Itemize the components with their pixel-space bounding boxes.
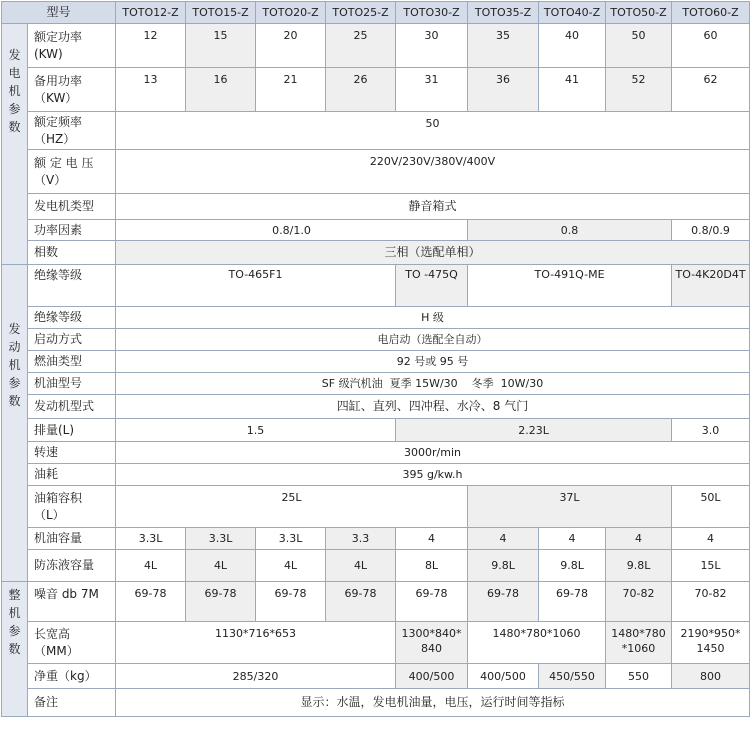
table-cell: 1130*716*653 xyxy=(116,622,396,664)
table-cell: 16 xyxy=(186,68,256,112)
row-label-phase: 相数 xyxy=(28,241,116,265)
table-cell: 1300*840* 840 xyxy=(396,622,468,664)
table-row xyxy=(2,112,750,150)
table-cell: 4 xyxy=(672,528,750,550)
table-cell: 69-78 xyxy=(396,582,468,622)
table-row xyxy=(2,464,750,486)
model-header-cell: TOTO40-Z xyxy=(539,2,606,24)
table-cell: 550 xyxy=(606,664,672,689)
table-cell: 26 xyxy=(326,68,396,112)
table-cell: 显示：水温，发电机油量，电压，运行时间等指标 xyxy=(116,689,750,717)
table-row xyxy=(2,395,750,419)
table-cell: 4 xyxy=(539,528,606,550)
model-header-cell: TOTO12-Z xyxy=(116,2,186,24)
row-label-noise: 噪音 db 7M xyxy=(28,582,116,622)
table-cell: 4 xyxy=(468,528,539,550)
table-cell: TO -475Q xyxy=(396,265,468,307)
row-label-generator-type: 发电机类型 xyxy=(28,194,116,220)
table-cell: 0.8 xyxy=(468,220,672,241)
row-label-speed: 转速 xyxy=(28,442,116,464)
table-cell: 30 xyxy=(396,24,468,68)
row-label-coolant: 防冻液容量 xyxy=(28,550,116,582)
section-whole-label: 整 机 参 数 xyxy=(2,582,28,717)
model-header-cell: TOTO25-Z xyxy=(326,2,396,24)
table-cell: 4L xyxy=(256,550,326,582)
table-cell: 41 xyxy=(539,68,606,112)
table-cell: 70-82 xyxy=(606,582,672,622)
table-row xyxy=(2,68,750,112)
table-cell: 3.3 xyxy=(326,528,396,550)
table-cell: 37L xyxy=(468,486,672,528)
row-label-engine-form: 发动机型式 xyxy=(28,395,116,419)
table-row xyxy=(2,241,750,265)
table-row xyxy=(2,442,750,464)
row-label-tank: 油箱容积 （L） xyxy=(28,486,116,528)
table-cell: 69-78 xyxy=(539,582,606,622)
row-label-rated-freq: 额定频率 （HZ） xyxy=(28,112,116,150)
table-cell: 13 xyxy=(116,68,186,112)
table-cell: 三相（选配单相） xyxy=(116,241,750,265)
model-header-cell: TOTO15-Z xyxy=(186,2,256,24)
table-cell: 400/500 xyxy=(468,664,539,689)
table-cell: 4 xyxy=(396,528,468,550)
table-cell: 20 xyxy=(256,24,326,68)
row-label-fuel-type: 燃油类型 xyxy=(28,351,116,373)
table-cell: 395 g/kw.h xyxy=(116,464,750,486)
table-cell: 25 xyxy=(326,24,396,68)
table-cell: 3.3L xyxy=(116,528,186,550)
table-row xyxy=(2,150,750,194)
row-label-insulation-model: 绝缘等级 xyxy=(28,265,116,307)
table-cell: 3.3L xyxy=(186,528,256,550)
row-label-power-factor: 功率因素 xyxy=(28,220,116,241)
table-cell: 69-78 xyxy=(256,582,326,622)
table-cell: 31 xyxy=(396,68,468,112)
table-cell: 12 xyxy=(116,24,186,68)
section-engine-label: 发 动 机 参 数 xyxy=(2,265,28,582)
model-header-cell: TOTO20-Z xyxy=(256,2,326,24)
table-row xyxy=(2,329,750,351)
table-cell: 4 xyxy=(606,528,672,550)
table-cell: 15 xyxy=(186,24,256,68)
table-cell: 70-82 xyxy=(672,582,750,622)
table-cell: H 级 xyxy=(116,307,750,329)
table-row xyxy=(2,194,750,220)
table-row xyxy=(2,24,750,68)
table-cell: 3.0 xyxy=(672,419,750,442)
row-label-start-mode: 启动方式 xyxy=(28,329,116,351)
model-header-cell: TOTO50-Z xyxy=(606,2,672,24)
table-row xyxy=(2,307,750,329)
row-label-displacement: 排量(L) xyxy=(28,419,116,442)
table-row xyxy=(2,550,750,582)
table-cell: 35 xyxy=(468,24,539,68)
row-label-net-weight: 净重（kg） xyxy=(28,664,116,689)
table-cell: 450/550 xyxy=(539,664,606,689)
table-row xyxy=(2,265,750,307)
table-cell: 15L xyxy=(672,550,750,582)
table-cell: 4L xyxy=(116,550,186,582)
table-cell: 36 xyxy=(468,68,539,112)
table-cell: 3.3L xyxy=(256,528,326,550)
model-header-label: 型号 xyxy=(2,2,116,24)
table-cell: 400/500 xyxy=(396,664,468,689)
table-cell: 4L xyxy=(326,550,396,582)
row-label-remark: 备注 xyxy=(28,689,116,717)
table-cell: 40 xyxy=(539,24,606,68)
row-label-fuel-consumption: 油耗 xyxy=(28,464,116,486)
table-cell: 220V/230V/380V/400V xyxy=(116,150,750,194)
table-cell: 285/320 xyxy=(116,664,396,689)
table-cell: 0.8/0.9 xyxy=(672,220,750,241)
table-cell: 69-78 xyxy=(186,582,256,622)
table-cell: 62 xyxy=(672,68,750,112)
table-cell: 69-78 xyxy=(468,582,539,622)
table-row xyxy=(2,622,750,664)
table-cell: 21 xyxy=(256,68,326,112)
table-cell: 69-78 xyxy=(116,582,186,622)
table-row xyxy=(2,419,750,442)
row-label-rated-voltage: 额 定 电 压 （V） xyxy=(28,150,116,194)
table-cell: 3000r/min xyxy=(116,442,750,464)
table-cell: TO-491Q-ME xyxy=(468,265,672,307)
spec-table xyxy=(1,1,750,717)
section-generator-label: 发 电 机 参 数 xyxy=(2,24,28,265)
table-cell: 800 xyxy=(672,664,750,689)
table-cell: 92 号或 95 号 xyxy=(116,351,750,373)
table-row xyxy=(2,689,750,717)
model-header-cell: TOTO30-Z xyxy=(396,2,468,24)
table-cell: 60 xyxy=(672,24,750,68)
table-cell: 69-78 xyxy=(326,582,396,622)
table-cell: 四缸、直列、四冲程、水冷、8 气门 xyxy=(116,395,750,419)
table-cell: 1480*780 *1060 xyxy=(606,622,672,664)
table-row xyxy=(2,373,750,395)
table-row xyxy=(2,528,750,550)
model-header-cell: TOTO35-Z xyxy=(468,2,539,24)
table-cell: 0.8/1.0 xyxy=(116,220,468,241)
table-row xyxy=(2,486,750,528)
table-cell: 8L xyxy=(396,550,468,582)
table-cell: 50L xyxy=(672,486,750,528)
row-label-oil-model: 机油型号 xyxy=(28,373,116,395)
table-row xyxy=(2,351,750,373)
table-cell: 1480*780*1060 xyxy=(468,622,606,664)
table-cell: 52 xyxy=(606,68,672,112)
table-cell: 50 xyxy=(116,112,750,150)
table-cell: 2190*950* 1450 xyxy=(672,622,750,664)
table-cell: 4L xyxy=(186,550,256,582)
table-cell: TO-465F1 xyxy=(116,265,396,307)
table-row xyxy=(2,220,750,241)
table-cell: 电启动（选配全自动） xyxy=(116,329,750,351)
table-cell: 静音箱式 xyxy=(116,194,750,220)
table-row xyxy=(2,582,750,622)
row-label-oil-capacity: 机油容量 xyxy=(28,528,116,550)
row-label-dimensions: 长宽高 （MM） xyxy=(28,622,116,664)
table-cell: 50 xyxy=(606,24,672,68)
table-cell: 1.5 xyxy=(116,419,396,442)
table-cell: 9.8L xyxy=(606,550,672,582)
table-row xyxy=(2,664,750,689)
table-cell: 9.8L xyxy=(539,550,606,582)
row-label-rated-power: 额定功率 (KW) xyxy=(28,24,116,68)
row-label-insulation-grade: 绝缘等级 xyxy=(28,307,116,329)
table-cell: 2.23L xyxy=(396,419,672,442)
table-cell: SF 级汽机油 夏季 15W/30 冬季 10W/30 xyxy=(116,373,750,395)
table-cell: 9.8L xyxy=(468,550,539,582)
header-row xyxy=(2,2,750,24)
table-cell: 25L xyxy=(116,486,468,528)
row-label-standby-power: 备用功率 （KW） xyxy=(28,68,116,112)
table-cell: TO-4K20D4T xyxy=(672,265,750,307)
model-header-cell: TOTO60-Z xyxy=(672,2,750,24)
